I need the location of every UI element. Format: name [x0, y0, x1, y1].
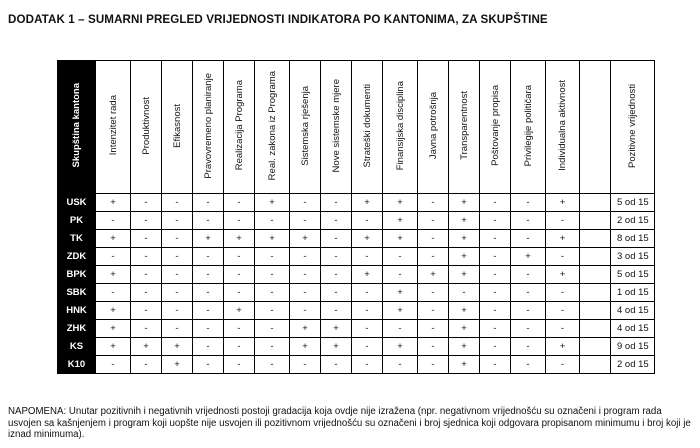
- column-header-label: Pravovremeno planiranje: [202, 72, 214, 179]
- indicator-cell: -: [96, 356, 131, 374]
- indicator-cell: -: [418, 302, 449, 320]
- indicator-cell: -: [162, 320, 193, 338]
- indicator-cell: -: [224, 266, 255, 284]
- indicator-cell: +: [290, 338, 321, 356]
- indicator-cell: -: [290, 356, 321, 374]
- indicator-cell: +: [449, 248, 480, 266]
- indicator-cell: -: [224, 248, 255, 266]
- column-header-label: Efikasnost: [171, 103, 183, 148]
- indicator-cell: -: [193, 248, 224, 266]
- table-row: [58, 302, 655, 320]
- column-header: [96, 61, 131, 194]
- table-body: [58, 194, 655, 374]
- indicator-cell: [580, 266, 611, 284]
- indicator-cell: -: [352, 248, 383, 266]
- indicator-cell: -: [480, 320, 511, 338]
- indicator-cell: +: [383, 230, 418, 248]
- indicator-cell: [580, 302, 611, 320]
- column-header: [352, 61, 383, 194]
- indicator-cell: -: [480, 356, 511, 374]
- indicator-cell: -: [321, 194, 352, 212]
- indicator-cell: -: [224, 320, 255, 338]
- indicator-cell: +: [224, 302, 255, 320]
- table-row: [58, 266, 655, 284]
- indicator-cell: -: [255, 302, 290, 320]
- indicator-cell: -: [546, 284, 580, 302]
- indicator-cell: -: [162, 212, 193, 230]
- indicator-cell: -: [511, 302, 546, 320]
- indicator-cell: -: [290, 266, 321, 284]
- indicator-cell: +: [352, 266, 383, 284]
- indicator-cell: +: [290, 230, 321, 248]
- footnote: NAPOMENA: Unutar pozitivnih i negativnih vrijednosti postoji gradacija koja ovdje nije izražena (npr. negativnom vrijednošću su označeni i program rada usvojen sa kašnjenjem i program koji uopšte nije usvojen ili pozitivnom vrijednošću su označeni i broj sjednica koji odgovara propisanom minimumu i broj koji je iznad minimuma).: [8, 406, 691, 441]
- column-header: [162, 61, 193, 194]
- table-row: [58, 320, 655, 338]
- column-header-label: Individualna aktivnost: [557, 80, 568, 171]
- indicator-cell: +: [352, 230, 383, 248]
- indicator-cell: -: [193, 320, 224, 338]
- indicator-table: [57, 60, 655, 374]
- indicator-cell: -: [352, 320, 383, 338]
- column-header: [131, 61, 162, 194]
- indicator-cell: -: [418, 212, 449, 230]
- indicator-cell: -: [546, 356, 580, 374]
- indicator-cell: -: [162, 248, 193, 266]
- table-row: [58, 212, 655, 230]
- indicator-cell: -: [511, 284, 546, 302]
- table-row: [58, 338, 655, 356]
- canton-label: HNK: [58, 302, 96, 320]
- column-header: [193, 61, 224, 194]
- indicator-cell: -: [255, 212, 290, 230]
- positive-score-cell: 5 od 15: [611, 266, 655, 284]
- indicator-cell: +: [321, 320, 352, 338]
- table-row: [58, 194, 655, 212]
- indicator-cell: -: [511, 266, 546, 284]
- indicator-cell: -: [131, 320, 162, 338]
- column-header: [511, 61, 546, 194]
- column-header: [290, 61, 321, 194]
- column-header-label: Strateški dokumenti: [361, 83, 373, 168]
- indicator-cell: -: [290, 248, 321, 266]
- indicator-cell: -: [480, 284, 511, 302]
- indicator-cell: -: [480, 266, 511, 284]
- indicator-cell: +: [96, 338, 131, 356]
- indicator-cell: [580, 284, 611, 302]
- indicator-cell: -: [449, 284, 480, 302]
- indicator-cell: -: [480, 194, 511, 212]
- indicator-cell: +: [383, 194, 418, 212]
- indicator-cell: +: [290, 320, 321, 338]
- table-row: [58, 284, 655, 302]
- column-header-label: Finansijska disciplina: [394, 80, 406, 171]
- indicator-cell: -: [255, 356, 290, 374]
- indicator-cell: -: [383, 320, 418, 338]
- positive-score-cell: 2 od 15: [611, 356, 655, 374]
- positive-score-cell: 3 od 15: [611, 248, 655, 266]
- positive-score-cell: 5 od 15: [611, 194, 655, 212]
- page-title: DODATAK 1 – SUMARNI PREGLED VRIJEDNOSTI INDIKATORA PO KANTONIMA, ZA SKUPŠTINE: [8, 13, 548, 26]
- indicator-cell: -: [255, 338, 290, 356]
- column-header: [224, 61, 255, 194]
- indicator-cell: -: [96, 212, 131, 230]
- indicator-cell: -: [224, 212, 255, 230]
- column-header-label: Sistemska rješenja: [299, 85, 311, 166]
- indicator-cell: +: [449, 302, 480, 320]
- indicator-cell: +: [449, 194, 480, 212]
- indicator-cell: -: [352, 284, 383, 302]
- indicator-cell: -: [255, 284, 290, 302]
- indicator-cell: -: [96, 284, 131, 302]
- indicator-cell: +: [383, 338, 418, 356]
- header-row: [58, 61, 655, 194]
- indicator-cell: [580, 356, 611, 374]
- indicator-cell: -: [193, 266, 224, 284]
- column-header: [418, 61, 449, 194]
- indicator-cell: -: [290, 284, 321, 302]
- indicator-cell: -: [96, 248, 131, 266]
- indicator-cell: +: [449, 266, 480, 284]
- table-row: [58, 248, 655, 266]
- indicator-cell: -: [224, 356, 255, 374]
- indicator-cell: -: [224, 284, 255, 302]
- indicator-cell: -: [383, 266, 418, 284]
- indicator-cell: [580, 212, 611, 230]
- column-header: [255, 61, 290, 194]
- canton-label: ZDK: [58, 248, 96, 266]
- indicator-cell: +: [383, 302, 418, 320]
- indicator-cell: -: [418, 356, 449, 374]
- column-header-label: Intenzitet rada: [107, 95, 119, 156]
- indicator-cell: -: [418, 248, 449, 266]
- indicator-cell: +: [418, 266, 449, 284]
- indicator-cell: +: [546, 230, 580, 248]
- indicator-cell: -: [255, 266, 290, 284]
- indicator-cell: -: [418, 284, 449, 302]
- indicator-cell: +: [96, 320, 131, 338]
- canton-label: ZHK: [58, 320, 96, 338]
- column-header-label: Nove sistemske mjere: [330, 78, 342, 173]
- indicator-cell: -: [193, 194, 224, 212]
- indicator-cell: -: [131, 284, 162, 302]
- column-header: [449, 61, 480, 194]
- indicator-cell: -: [162, 230, 193, 248]
- indicator-cell: -: [321, 284, 352, 302]
- indicator-cell: -: [480, 248, 511, 266]
- indicator-cell: +: [131, 338, 162, 356]
- indicator-cell: +: [255, 194, 290, 212]
- canton-label: BPK: [58, 266, 96, 284]
- indicator-cell: -: [131, 212, 162, 230]
- indicator-cell: -: [290, 194, 321, 212]
- indicator-cell: -: [321, 302, 352, 320]
- indicator-cell: +: [321, 338, 352, 356]
- column-header: [321, 61, 352, 194]
- indicator-cell: +: [96, 266, 131, 284]
- canton-label: TK: [58, 230, 96, 248]
- indicator-cell: -: [418, 194, 449, 212]
- canton-label: KS: [58, 338, 96, 356]
- indicator-cell: -: [511, 356, 546, 374]
- indicator-cell: +: [511, 248, 546, 266]
- indicator-cell: -: [418, 338, 449, 356]
- indicator-cell: -: [290, 302, 321, 320]
- indicator-cell: -: [480, 338, 511, 356]
- indicator-cell: -: [383, 248, 418, 266]
- indicator-cell: +: [162, 338, 193, 356]
- column-header: [480, 61, 511, 194]
- corner-header-label: Skupština kantona: [71, 83, 82, 168]
- column-header-label: Pozitivne vrijednosti: [627, 83, 638, 168]
- column-header-label: Poštovanje propisa: [489, 85, 501, 166]
- indicator-cell: -: [131, 230, 162, 248]
- indicator-cell: +: [546, 338, 580, 356]
- indicator-cell: [580, 230, 611, 248]
- indicator-cell: -: [418, 230, 449, 248]
- positive-score-cell: 4 od 15: [611, 320, 655, 338]
- indicator-cell: +: [546, 194, 580, 212]
- indicator-cell: -: [131, 356, 162, 374]
- indicator-cell: -: [321, 356, 352, 374]
- indicator-cell: -: [480, 230, 511, 248]
- indicator-cell: -: [511, 320, 546, 338]
- indicator-cell: [580, 248, 611, 266]
- indicator-cell: -: [193, 338, 224, 356]
- canton-label: K10: [58, 356, 96, 374]
- indicator-cell: -: [131, 266, 162, 284]
- indicator-cell: [580, 194, 611, 212]
- indicator-cell: [580, 338, 611, 356]
- positive-score-cell: 2 od 15: [611, 212, 655, 230]
- indicator-cell: -: [193, 302, 224, 320]
- indicator-cell: -: [321, 212, 352, 230]
- indicator-cell: -: [546, 212, 580, 230]
- indicator-cell: -: [546, 248, 580, 266]
- indicator-cell: -: [131, 248, 162, 266]
- column-header: [383, 61, 418, 194]
- indicator-cell: +: [546, 266, 580, 284]
- indicator-cell: -: [224, 194, 255, 212]
- indicator-cell: -: [290, 212, 321, 230]
- indicator-cell: -: [480, 212, 511, 230]
- canton-label: PK: [58, 212, 96, 230]
- indicator-cell: -: [546, 320, 580, 338]
- indicator-cell: -: [511, 338, 546, 356]
- indicator-cell: +: [96, 302, 131, 320]
- indicator-cell: -: [193, 212, 224, 230]
- column-header: [546, 61, 580, 194]
- indicator-cell: -: [352, 356, 383, 374]
- column-header: [611, 61, 655, 194]
- indicator-cell: -: [383, 356, 418, 374]
- indicator-cell: -: [321, 266, 352, 284]
- indicator-cell: -: [352, 302, 383, 320]
- column-header-label: Produktivnost: [140, 96, 152, 155]
- indicator-cell: -: [162, 284, 193, 302]
- positive-score-cell: 1 od 15: [611, 284, 655, 302]
- indicator-cell: +: [224, 230, 255, 248]
- indicator-cell: -: [162, 302, 193, 320]
- indicator-cell: +: [449, 212, 480, 230]
- indicator-cell: +: [352, 194, 383, 212]
- indicator-cell: -: [321, 230, 352, 248]
- indicator-cell: -: [193, 284, 224, 302]
- indicator-cell: -: [511, 230, 546, 248]
- indicator-cell: +: [383, 212, 418, 230]
- indicator-cell: -: [224, 338, 255, 356]
- indicator-cell: -: [352, 338, 383, 356]
- indicator-cell: -: [511, 212, 546, 230]
- indicator-cell: -: [352, 212, 383, 230]
- indicator-cell: +: [449, 320, 480, 338]
- indicator-cell: -: [162, 194, 193, 212]
- indicator-cell: -: [131, 194, 162, 212]
- positive-score-cell: 4 od 15: [611, 302, 655, 320]
- indicator-cell: +: [449, 356, 480, 374]
- column-header: [580, 61, 611, 194]
- indicator-cell: -: [546, 302, 580, 320]
- indicator-cell: +: [96, 194, 131, 212]
- indicator-cell: +: [96, 230, 131, 248]
- table-row: [58, 356, 655, 374]
- indicator-cell: -: [193, 356, 224, 374]
- indicator-cell: -: [418, 320, 449, 338]
- corner-header: [58, 61, 96, 194]
- table-row: [58, 230, 655, 248]
- indicator-cell: [580, 320, 611, 338]
- column-header-label: Privilegije političara: [522, 84, 534, 167]
- indicator-cell: -: [255, 320, 290, 338]
- column-header-label: Real. zakona iz Programa: [266, 70, 278, 181]
- indicator-cell: -: [255, 248, 290, 266]
- indicator-cell: -: [162, 266, 193, 284]
- indicator-cell: +: [255, 230, 290, 248]
- indicator-cell: -: [480, 302, 511, 320]
- indicator-cell: -: [131, 302, 162, 320]
- indicator-cell: +: [162, 356, 193, 374]
- indicator-cell: +: [383, 284, 418, 302]
- indicator-cell: +: [193, 230, 224, 248]
- column-header-label: Realizacija Programa: [233, 80, 245, 171]
- canton-label: USK: [58, 194, 96, 212]
- indicator-cell: -: [321, 248, 352, 266]
- positive-score-cell: 9 od 15: [611, 338, 655, 356]
- canton-label: SBK: [58, 284, 96, 302]
- indicator-cell: +: [449, 230, 480, 248]
- column-header-label: Transparentnost: [458, 91, 470, 160]
- indicator-cell: -: [511, 194, 546, 212]
- positive-score-cell: 8 od 15: [611, 230, 655, 248]
- indicator-cell: +: [449, 338, 480, 356]
- column-header-label: Javna potrošnja: [427, 91, 439, 160]
